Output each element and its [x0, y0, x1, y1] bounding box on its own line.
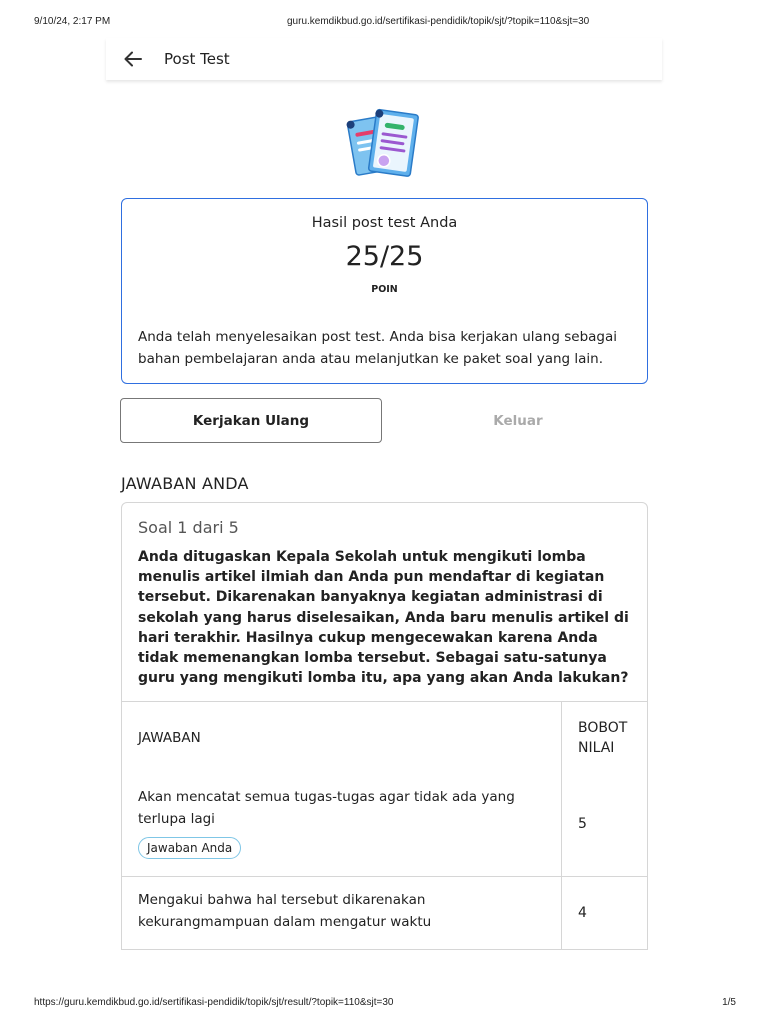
back-button[interactable] [122, 48, 144, 70]
table-row [122, 778, 647, 877]
exit-button[interactable]: Keluar [493, 412, 543, 429]
weight-column-header: BOBOT NILAI [578, 720, 628, 756]
question-card [121, 502, 648, 950]
result-card [121, 198, 648, 384]
print-datetime: 9/10/24, 2:17 PM [34, 16, 111, 27]
weight-cell [562, 877, 647, 949]
print-footer-url: https://guru.kemdikbud.go.id/sertifikasi-pendidik/topik/sjt/result/?topik=110&sjt=30 [34, 997, 394, 1008]
result-score: 25/25 [345, 241, 424, 272]
answer-option-text: Akan mencatat semua tugas-tugas agar tidak ada yang terlupa lagi [138, 789, 515, 827]
top-app-bar [106, 38, 662, 80]
question-text: Anda ditugaskan Kepala Sekolah untuk mengikuti lomba menulis artikel ilmiah dan Anda pun mendaftar di kegiatan tersebut. Dikarenakan banyaknya kegiatan administrasi di sekolah yang harus diselesaikan, Anda baru menulis artikel di hari terakhir. Hasilnya cukup mengecewakan karena Anda tidak memenangkan lomba tersebut. Sebagai satu-satunya guru yang mengikuti lomba itu, apa yang akan Anda lakukan? [138, 549, 629, 687]
answer-column-header: JAWABAN [138, 730, 201, 746]
page-title: Post Test [164, 50, 230, 68]
test-documents-icon [346, 108, 424, 184]
answers-table [122, 701, 647, 949]
your-answer-badge: Jawaban Anda [138, 837, 241, 859]
print-page-number: 1/5 [722, 997, 736, 1008]
result-description: Anda telah menyelesaikan post test. Anda bisa kerjakan ulang sebagai bahan pembelajaran anda atau melanjutkan ke paket soal yang lain. [138, 329, 617, 367]
weight-cell [562, 778, 647, 876]
arrow-left-icon [124, 50, 142, 68]
table-row [122, 877, 647, 949]
answer-weight: 4 [578, 905, 587, 921]
table-header-cell [562, 702, 647, 778]
table-header-cell [122, 702, 562, 778]
answer-option-text: Mengakui bahwa hal tersebut dikarenakan kekurangmampuan dalam mengatur waktu [138, 892, 432, 930]
retry-button[interactable]: Kerjakan Ulang [120, 398, 382, 443]
result-unit: POIN [371, 284, 398, 295]
answer-cell [122, 778, 562, 876]
table-header-row [122, 702, 647, 778]
answer-cell [122, 877, 562, 949]
question-number: Soal 1 dari 5 [138, 518, 239, 537]
answer-weight: 5 [578, 816, 587, 832]
result-title: Hasil post test Anda [311, 215, 458, 231]
print-url: guru.kemdikbud.go.id/sertifikasi-pendidik/topik/sjt/?topik=110&sjt=30 [287, 16, 590, 27]
answers-section-title: JAWABAN ANDA [121, 474, 249, 493]
